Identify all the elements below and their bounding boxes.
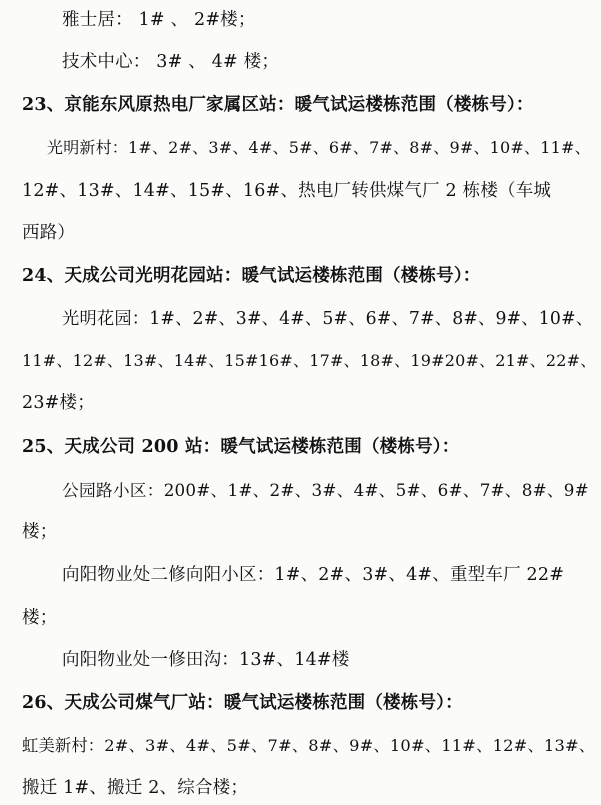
text-line: 雅士居： 1# 、 2#楼；: [62, 10, 256, 30]
text-line: 虹美新村：2#、3#、4#、5#、7#、8#、9#、10#、11#、12#、13#、: [22, 736, 596, 755]
section-heading: 25、天成公司 200 站：暖气试运楼栋范围（楼栋号）：: [22, 437, 460, 457]
section-heading: 23、京能东风原热电厂家属区站：暖气试运楼栋范围（楼栋号）：: [22, 95, 534, 115]
text-line: 光明新村：1#、2#、3#、4#、5#、6#、7#、8#、9#、10#、11#、: [47, 138, 591, 157]
text-line: 12#、13#、14#、15#、16#、热电厂转供煤气厂 2 栋楼（车城: [22, 181, 552, 201]
section-heading: 24、天成公司光明花园站：暖气试运楼栋范围（楼栋号）：: [22, 266, 481, 286]
text-line: 23#楼；: [22, 393, 95, 413]
text-line: 楼；: [22, 522, 58, 542]
text-line: 公园路小区：200#、1#、2#、3#、4#、5#、6#、7#、8#、9#: [62, 480, 589, 500]
text-line: 技术中心： 3# 、 4# 楼；: [62, 52, 280, 72]
text-line: 西路）: [22, 223, 76, 243]
text-line: 11#、12#、13#、14#、15#16#、17#、18#、19#20#、21#、22#、: [22, 351, 597, 370]
section-heading: 26、天成公司煤气厂站：暖气试运楼栋范围（楼栋号）：: [22, 693, 463, 713]
text-line: 光明花园：1#、2#、3#、4#、5#、6#、7#、8#、9#、10#、: [62, 309, 594, 329]
bleed-through: [300, 8, 510, 29]
text-line: 搬迁 1#、搬迁 2、综合楼；: [22, 778, 249, 798]
text-line: 楼；: [22, 608, 58, 628]
text-line: 向阳物业处一修田沟：13#、14#楼: [62, 650, 350, 670]
text-line: 向阳物业处二修向阳小区：1#、2#、3#、4#、重型车厂 22#: [62, 565, 565, 585]
